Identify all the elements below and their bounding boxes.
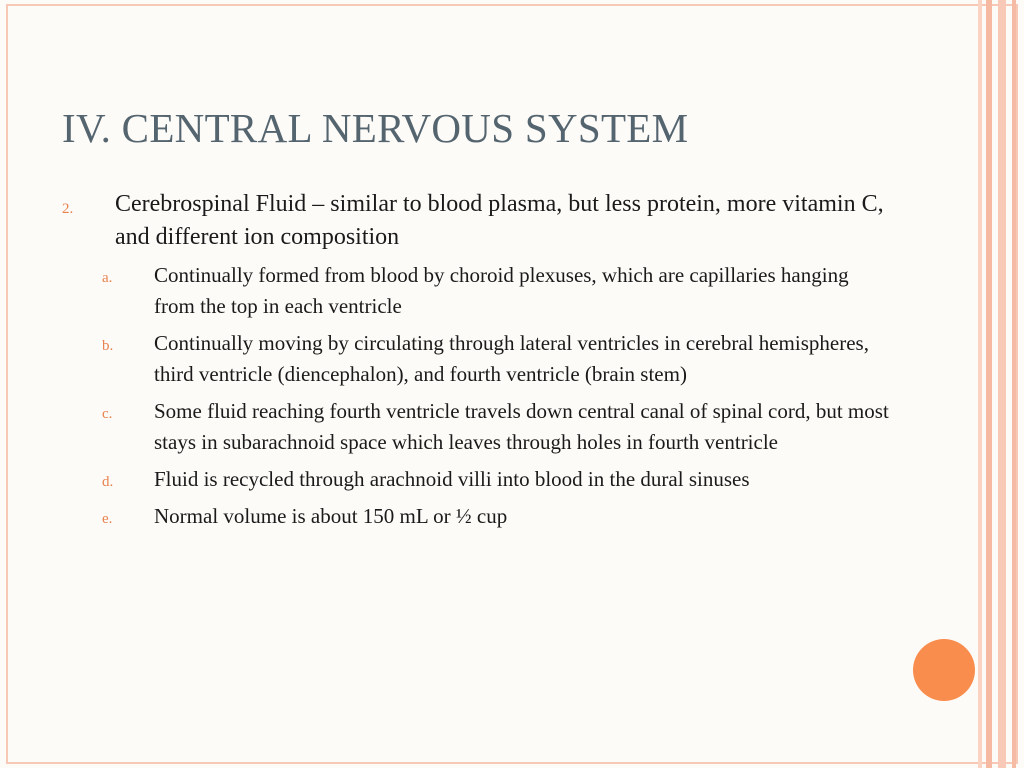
sub-list-marker: e.	[102, 511, 113, 527]
sub-list-item	[60, 501, 890, 532]
sub-list-item	[60, 260, 890, 322]
decorative-circle	[913, 639, 975, 701]
sub-list-marker: d.	[102, 474, 114, 490]
sub-list-item-text: Continually formed from blood by choroid plexuses, which are capillaries hanging from the top in each ventricle	[154, 263, 849, 318]
sub-list-item-text: Some fluid reaching fourth ventricle travels down central canal of spinal cord, but most stays in subarachnoid space which leaves through holes in fourth ventricle	[154, 399, 889, 454]
sub-list-marker: c.	[102, 406, 113, 422]
sub-list-item-text: Normal volume is about 150 mL or ½ cup	[154, 504, 508, 528]
list-marker: 2.	[62, 201, 74, 217]
decorative-stripe	[978, 0, 982, 768]
decorative-stripe	[1012, 0, 1016, 768]
sub-list	[60, 260, 890, 532]
sub-list-marker: a.	[102, 270, 113, 286]
slide-content	[60, 188, 890, 538]
decorative-stripe	[998, 0, 1006, 768]
list-item-text: Cerebrospinal Fluid – similar to blood plasma, but less protein, more vitamin C, and different ion composition	[115, 191, 884, 250]
sub-list-marker: b.	[102, 338, 114, 354]
sub-list-item	[60, 396, 890, 458]
sub-list-item	[60, 464, 890, 495]
list-item	[60, 188, 890, 254]
sub-list-item	[60, 328, 890, 390]
sub-list-item-text: Fluid is recycled through arachnoid villi into blood in the dural sinuses	[154, 467, 750, 491]
sub-list-item-text: Continually moving by circulating through lateral ventricles in cerebral hemispheres, third ventricle (diencephalon), and fourth ventricle (brain stem)	[154, 331, 869, 386]
slide-title: IV. CENTRAL NERVOUS SYSTEM	[62, 105, 689, 151]
decorative-stripe	[986, 0, 992, 768]
